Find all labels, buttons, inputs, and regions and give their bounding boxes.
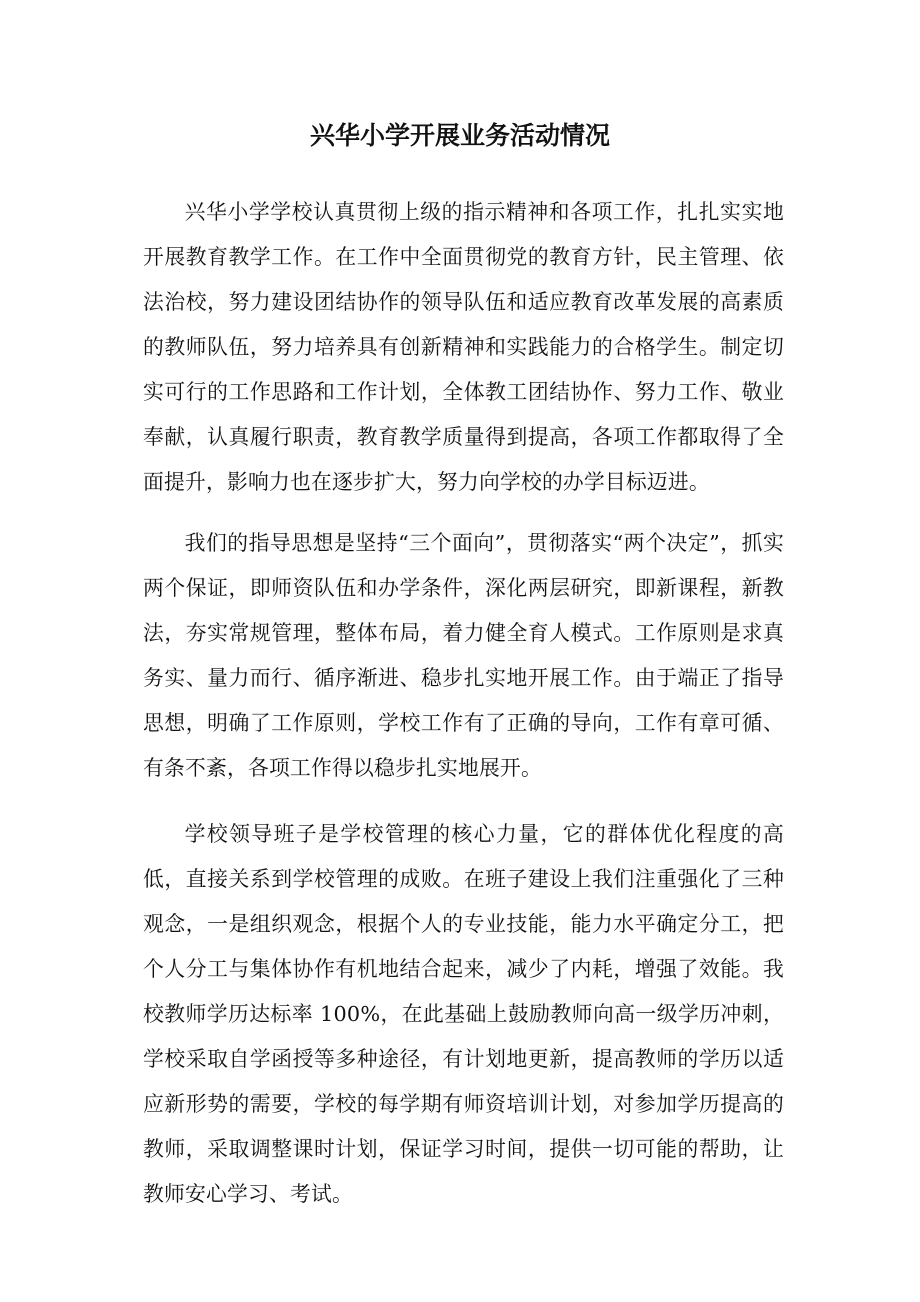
paragraph-1: 兴华小学学校认真贯彻上级的指示精神和各项工作，扎扎实实地开展教育教学工作。在工作中全面贯彻党的教育方针，民主管理、依法治校，努力建设团结协作的领导队伍和适应教育改革发展的高素质的教师队伍，努力培养具有创新精神和实践能力的合格学生。制定切实可行的工作思路和工作计划，全体教工团结协作、努力工作、敬业奉献，认真履行职责，教育教学质量得到提高，各项工作都取得了全面提升，影响力也在逐步扩大，努力向学校的办学目标迈进。	[143, 200, 784, 494]
paragraph-3: 学校领导班子是学校管理的核心力量，它的群体优化程度的高低，直接关系到学校管理的成败。在班子建设上我们注重强化了三种观念，一是组织观念，根据个人的专业技能，能力水平确定分工，把个人分工与集体协作有机地结合起来，减少了内耗，增强了效能。我校教师学历达标率 100%，在此基础上鼓励教师向高一级学历冲刺，学校采取自学函授等多种途径，有计划地更新，提高教师的学历以适应新形势的需要，学校的每学期有师资培训计划，对参加学历提高的教师，采取调整课时计划，保证学习时间，提供一切可能的帮助，让教师安心学习、考试。	[143, 822, 784, 1206]
document-title: 兴华小学开展业务活动情况	[309, 121, 610, 150]
paragraph-2: 我们的指导思想是坚持“三个面向”，贯彻落实“两个决定”，抓实两个保证，即师资队伍和办学条件，深化两层研究，即新课程，新教法，夯实常规管理，整体布局，着力健全育人模式。工作原则是求真务实、量力而行、循序渐进、稳步扎实地开展工作。由于端正了指导思想，明确了工作原则，学校工作有了正确的导向，工作有章可循、有条不紊，各项工作得以稳步扎实地展开。	[143, 531, 784, 780]
